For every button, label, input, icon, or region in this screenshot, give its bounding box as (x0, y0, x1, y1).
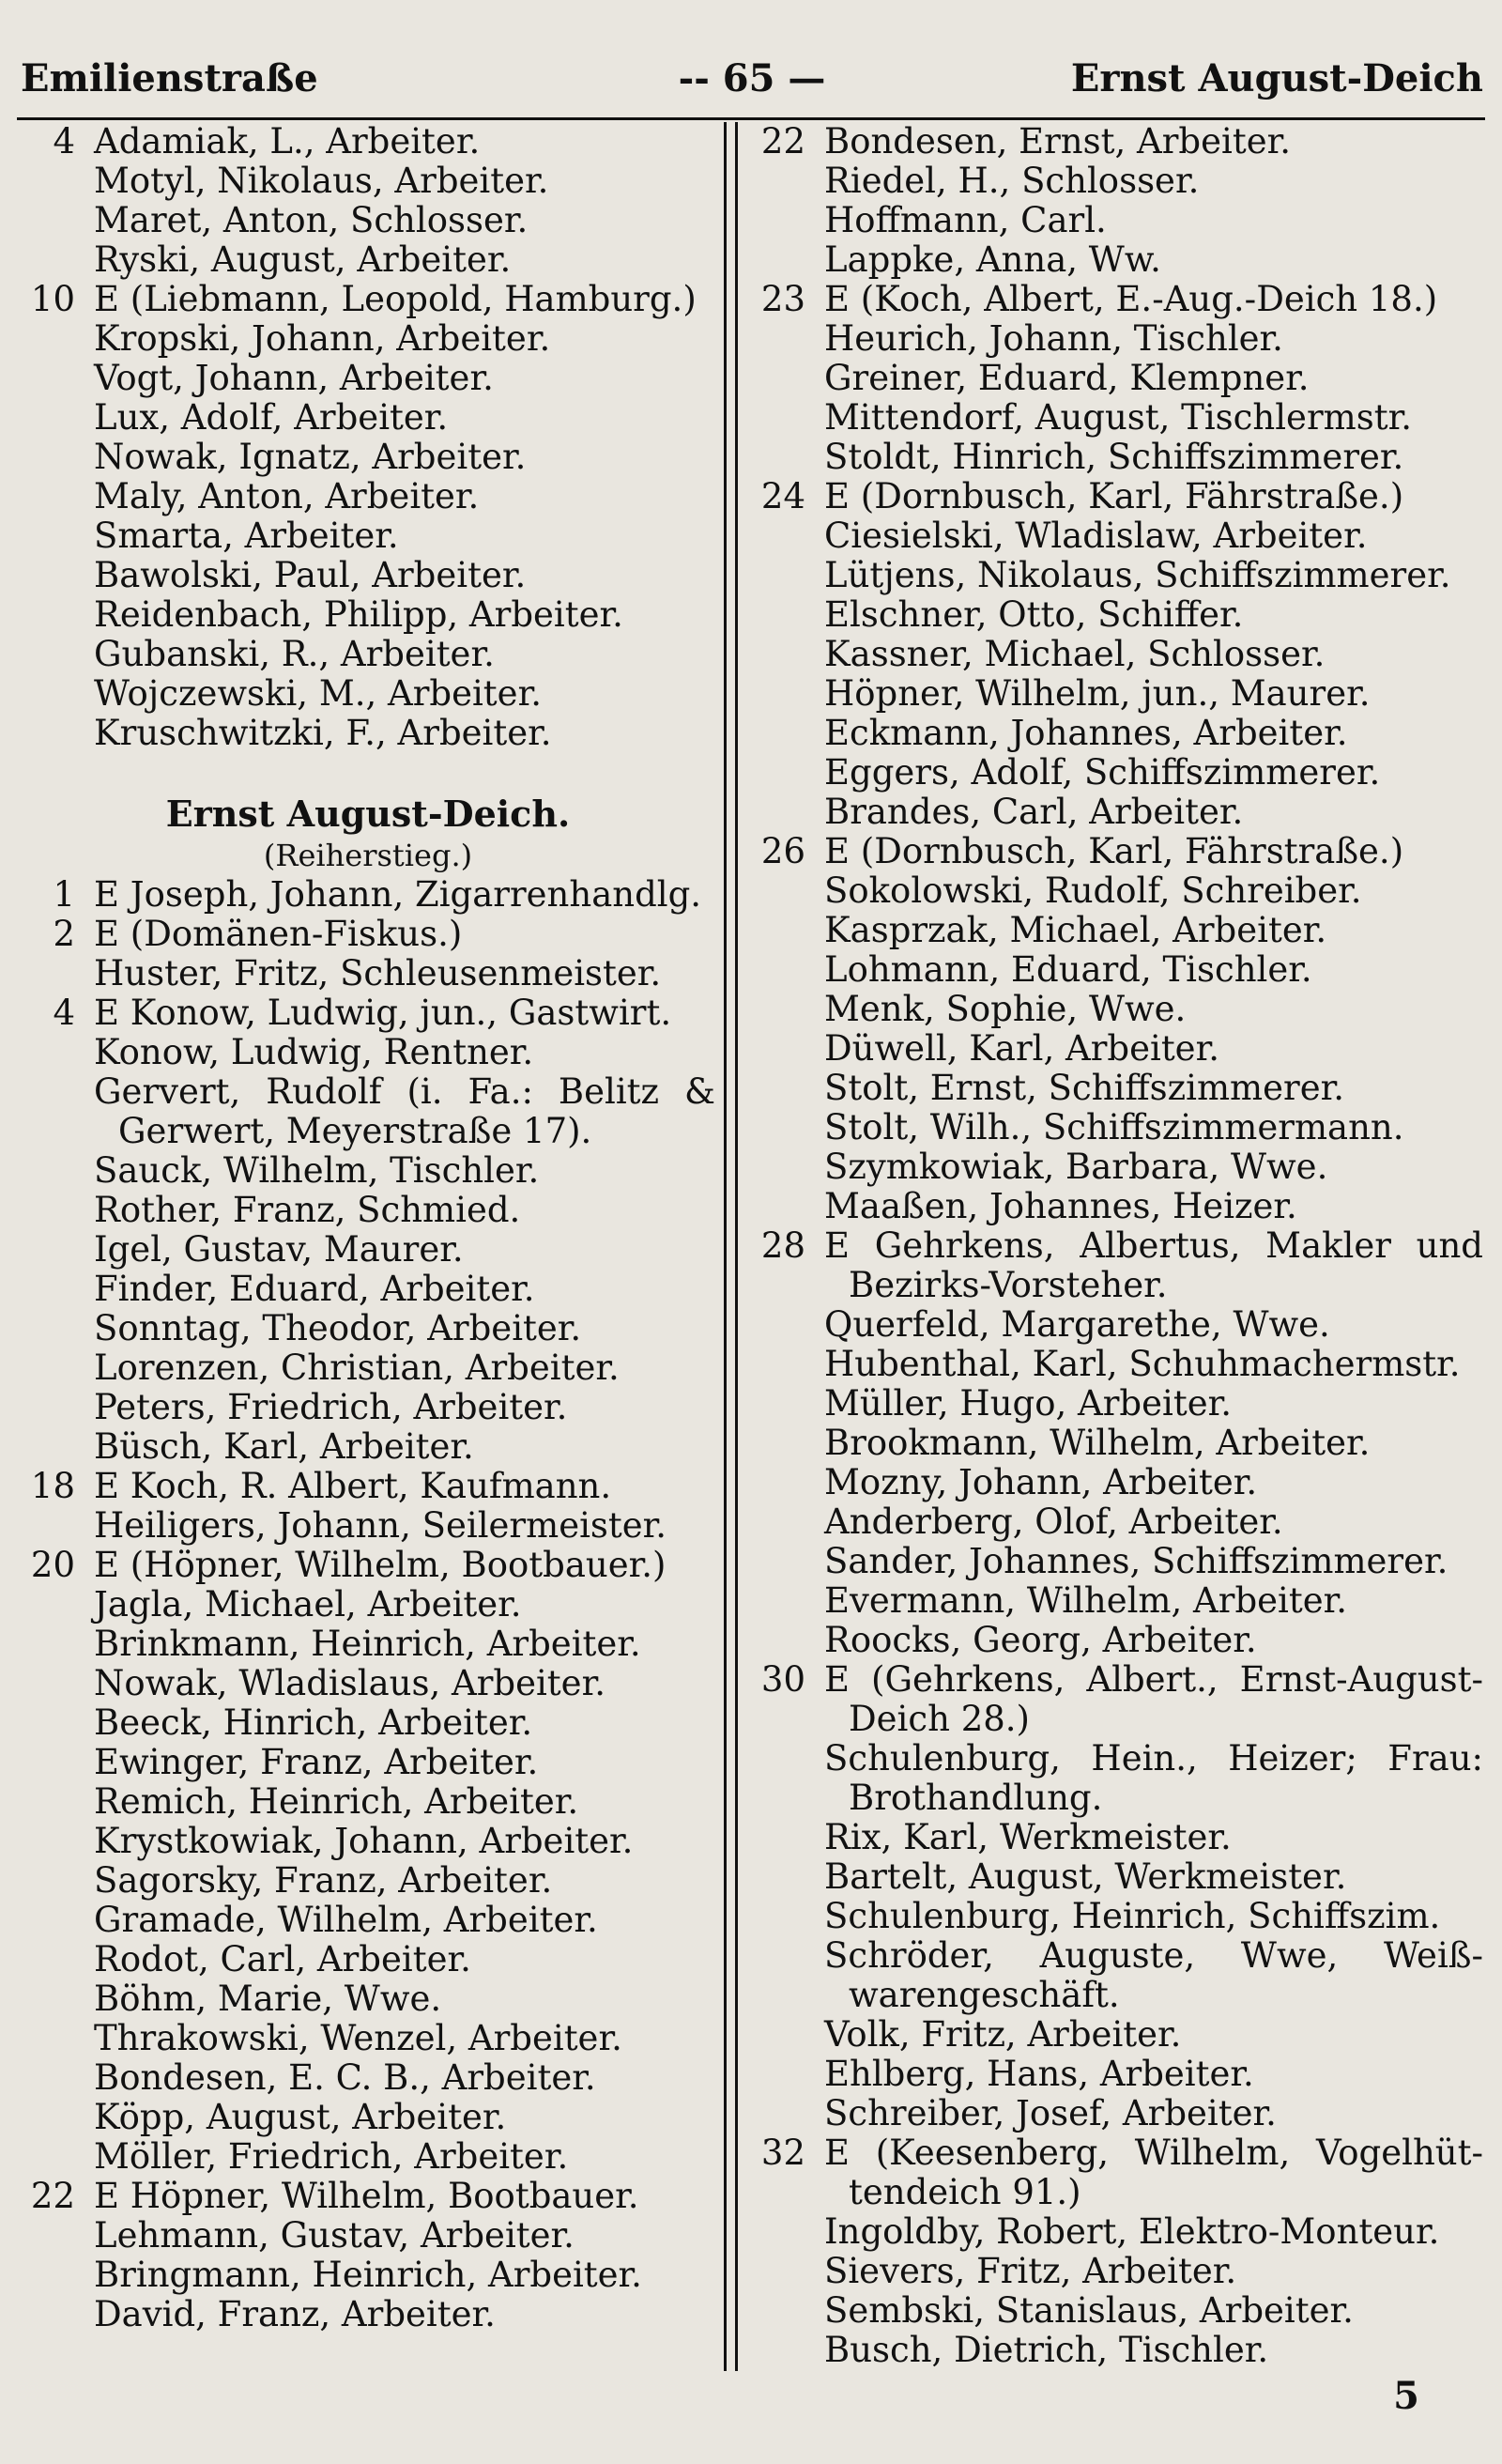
entry-line (21, 2256, 715, 2295)
entry-text: Sembski, Stanislaus, Arbeiter. (824, 2291, 1354, 2331)
entry-line (21, 1782, 715, 1822)
entry-text: Konow, Ludwig, Rentner. (94, 1033, 534, 1072)
right-column (751, 122, 1483, 2370)
entry-text: Ehlberg, Hans, Arbeiter. (824, 2055, 1254, 2094)
entry-line (21, 714, 715, 753)
entry-text: Menk, Sophie, Wwe. (824, 990, 1187, 1029)
entry-text: Brookmann, Wilhelm, Arbeiter. (824, 1424, 1371, 1463)
entry-text: Bezirks-Vorsteher. (849, 1266, 1168, 1305)
entry-line (21, 2295, 715, 2334)
entry-text: Müller, Hugo, Arbeiter. (824, 1384, 1232, 1424)
house-number: 10 (30, 280, 75, 319)
entry-text: Vogt, Johann, Arbeiter. (94, 359, 494, 398)
entry-text: Finder, Eduard, Arbeiter. (94, 1270, 535, 1309)
entry-text: Huster, Fritz, Schleusenmeister. (94, 954, 662, 993)
entry-line (751, 1108, 1483, 1147)
entry-line (751, 832, 1483, 871)
entry-text: Sagorsky, Franz, Arbeiter. (94, 1861, 553, 1901)
entry-text: Bringmann, Heinrich, Arbeiter. (94, 2256, 642, 2295)
entry-text: tendeich 91.) (849, 2173, 1081, 2212)
entry-text: David, Franz, Arbeiter. (94, 2295, 496, 2334)
entry-text: Lux, Adolf, Arbeiter. (94, 398, 449, 438)
entry-text: Mittendorf, August, Tischlermstr. (824, 398, 1412, 438)
entry-text: Bawolski, Paul, Arbeiter. (94, 556, 527, 595)
entry-line (21, 2019, 715, 2058)
entry-line (751, 635, 1483, 674)
entry-text: E (Dornbusch, Karl, Fährstraße.) (824, 477, 1404, 516)
entry-text: Stolt, Wilh., Schiffszimmermann. (824, 1108, 1404, 1147)
entry-text: Greiner, Eduard, Klempner. (824, 359, 1310, 398)
entry-line (751, 2331, 1483, 2370)
entry-line (751, 1384, 1483, 1424)
entry-line (21, 1230, 715, 1270)
entry-line (751, 1700, 1483, 1739)
entry-text: Riedel, H., Schlosser. (824, 162, 1200, 201)
entry-text: E Höpner, Wilhelm, Bootbauer. (94, 2177, 639, 2216)
entry-text: Motyl, Nikolaus, Arbeiter. (94, 162, 549, 201)
entry-line (751, 1779, 1483, 1818)
entry-line (751, 201, 1483, 240)
entry-line (21, 1348, 715, 1388)
entry-text: E Joseph, Johann, Zigarrenhandlg. (94, 875, 702, 915)
entry-line (21, 1822, 715, 1861)
entry-text: Lappke, Anna, Ww. (824, 240, 1161, 280)
entry-line (751, 2055, 1483, 2094)
house-number: 28 (760, 1226, 805, 1266)
house-number: 1 (53, 875, 75, 915)
entry-line (751, 556, 1483, 595)
entry-text: Peters, Friedrich, Arbeiter. (94, 1388, 568, 1427)
entry-text: Mozny, Johann, Arbeiter. (824, 1463, 1258, 1502)
page-number: -- 65 — (678, 56, 826, 100)
entry-text: Nowak, Ignatz, Arbeiter. (94, 438, 527, 477)
entry-text: Ewinger, Franz, Arbeiter. (94, 1743, 539, 1782)
entry-text: Heurich, Johann, Tischler. (824, 319, 1283, 359)
entry-text: Ciesielski, Wladislaw, Arbeiter. (824, 516, 1368, 556)
entry-text: Brandes, Carl, Arbeiter. (824, 793, 1244, 832)
entry-text: Möller, Friedrich, Arbeiter. (94, 2137, 569, 2177)
header-rule (17, 117, 1485, 120)
section-gap (21, 753, 715, 793)
entry-line (21, 1703, 715, 1743)
entry-text: Lohmann, Eduard, Tischler. (824, 950, 1312, 990)
entry-line (21, 1546, 715, 1585)
entry-line (751, 990, 1483, 1029)
house-number: 23 (760, 280, 805, 319)
entry-text: Nowak, Wladislaus, Arbeiter. (94, 1664, 605, 1703)
entry-text: Wojczewski, M., Arbeiter. (94, 674, 542, 714)
entry-text: Rother, Franz, Schmied. (94, 1191, 521, 1230)
entry-text: E Koch, R. Albert, Kaufmann. (94, 1467, 612, 1506)
entry-text: Remich, Heinrich, Arbeiter. (94, 1782, 579, 1822)
entry-text: Heiligers, Johann, Seilermeister. (94, 1506, 667, 1546)
entry-line (751, 438, 1483, 477)
entry-line (751, 2015, 1483, 2055)
entry-text: Köpp, August, Arbeiter. (94, 2098, 507, 2137)
entry-text: Sander, Johannes, Schiffszimmerer. (824, 1542, 1448, 1581)
entry-line (21, 674, 715, 714)
entry-text: Szymkowiak, Barbara, Wwe. (824, 1147, 1328, 1187)
entry-line (21, 2216, 715, 2256)
entry-text: Evermann, Wilhelm, Arbeiter. (824, 1581, 1348, 1621)
entry-text: Schreiber, Josef, Arbeiter. (824, 2094, 1277, 2133)
entry-text: Ryski, August, Arbeiter. (94, 240, 512, 280)
house-number: 24 (760, 477, 805, 516)
entry-text: Eggers, Adolf, Schiffszimmerer. (824, 753, 1381, 793)
entry-line (751, 1305, 1483, 1345)
entry-line (21, 1388, 715, 1427)
entry-line (21, 1901, 715, 1940)
entry-text: E (Koch, Albert, E.-Aug.-Deich 18.) (824, 280, 1438, 319)
entry-line (751, 1621, 1483, 1660)
entry-text: E (Dornbusch, Karl, Fährstraße.) (824, 832, 1404, 871)
column-divider-right (735, 122, 738, 2371)
entry-line (751, 122, 1483, 162)
entry-line (21, 1309, 715, 1348)
entry-line (751, 1187, 1483, 1226)
entry-line (751, 1463, 1483, 1502)
entry-line (751, 753, 1483, 793)
entry-line (21, 1861, 715, 1901)
entry-line (751, 1266, 1483, 1305)
entry-line (751, 674, 1483, 714)
column-divider-left (724, 122, 727, 2371)
entry-line (751, 793, 1483, 832)
entry-line (21, 1033, 715, 1072)
entry-line (751, 1936, 1483, 1976)
entry-line (751, 398, 1483, 438)
entry-text: E (Keesenberg, Wilhelm, Vogelhüt- (824, 2133, 1483, 2173)
entry-line (21, 319, 715, 359)
entry-line (751, 595, 1483, 635)
entry-line (751, 871, 1483, 911)
entry-text: Gramade, Wilhelm, Arbeiter. (94, 1901, 598, 1940)
entry-line (751, 1542, 1483, 1581)
entry-line (21, 875, 715, 915)
entry-line (21, 595, 715, 635)
entry-text: Deich 28.) (849, 1700, 1030, 1739)
entry-text: Büsch, Karl, Arbeiter. (94, 1427, 474, 1467)
entry-line (21, 1664, 715, 1703)
entry-line (21, 1191, 715, 1230)
entry-line (751, 359, 1483, 398)
house-number: 4 (53, 122, 75, 162)
entry-line (21, 477, 715, 516)
left-bottom-list (21, 875, 715, 2334)
entry-line (21, 1427, 715, 1467)
entry-text: Thrakowski, Wenzel, Arbeiter. (94, 2019, 622, 2058)
entry-text: Adamiak, L., Arbeiter. (94, 122, 481, 162)
entry-text: Elschner, Otto, Schiffer. (824, 595, 1244, 635)
left-column (21, 122, 715, 2334)
entry-text: Gubanski, R., Arbeiter. (94, 635, 495, 674)
house-number: 22 (760, 122, 805, 162)
entry-text: E (Liebmann, Leopold, Hamburg.) (94, 280, 697, 319)
entry-text: Stolt, Ernst, Schiffszimmerer. (824, 1069, 1344, 1108)
entry-line (21, 1940, 715, 1979)
entry-text: E (Höpner, Wilhelm, Bootbauer.) (94, 1546, 667, 1585)
entry-line (21, 1467, 715, 1506)
entry-text: Reidenbach, Philipp, Arbeiter. (94, 595, 623, 635)
entry-line (751, 1502, 1483, 1542)
entry-line (21, 438, 715, 477)
entry-line (751, 1660, 1483, 1700)
entry-line (21, 1151, 715, 1191)
entry-text: Busch, Dietrich, Tischler. (824, 2331, 1269, 2370)
entry-text: Schulenburg, Hein., Heizer; Frau: (824, 1739, 1483, 1779)
entry-line (21, 1072, 715, 1112)
entry-text: Maret, Anton, Schlosser. (94, 201, 529, 240)
entry-line (751, 2094, 1483, 2133)
entry-text: Igel, Gustav, Maurer. (94, 1230, 464, 1270)
entry-text: Rodot, Carl, Arbeiter. (94, 1940, 471, 1979)
entry-text: Roocks, Georg, Arbeiter. (824, 1621, 1257, 1660)
entry-text: Sievers, Fritz, Arbeiter. (824, 2252, 1237, 2291)
house-number: 20 (30, 1546, 75, 1585)
page-header (21, 56, 1483, 109)
entry-text: Böhm, Marie, Wwe. (94, 1979, 442, 2019)
entry-line (751, 1069, 1483, 1108)
entry-text: Bondesen, Ernst, Arbeiter. (824, 122, 1291, 162)
entry-text: Eckmann, Johannes, Arbeiter. (824, 714, 1348, 753)
entry-text: Maly, Anton, Arbeiter. (94, 477, 480, 516)
entry-line (21, 240, 715, 280)
entry-line (21, 359, 715, 398)
entry-text: Anderberg, Olof, Arbeiter. (824, 1502, 1283, 1542)
house-number: 32 (760, 2133, 805, 2173)
entry-text: E Konow, Ludwig, jun., Gastwirt. (94, 993, 672, 1033)
entry-text: Bartelt, August, Werkmeister. (824, 1857, 1347, 1897)
entry-text: Stoldt, Hinrich, Schiffszimmerer. (824, 438, 1404, 477)
entry-line (751, 1818, 1483, 1857)
entry-line (751, 1897, 1483, 1936)
house-number: 4 (53, 993, 75, 1033)
entry-text: E (Gehrkens, Albert., Ernst-August- (824, 1660, 1483, 1700)
entry-text: Kassner, Michael, Schlosser. (824, 635, 1326, 674)
entry-text: Lütjens, Nikolaus, Schiffszimmerer. (824, 556, 1451, 595)
entry-text: E Gehrkens, Albertus, Makler und (824, 1226, 1483, 1266)
entry-text: Jagla, Michael, Arbeiter. (94, 1585, 522, 1625)
entry-text: Rix, Karl, Werkmeister. (824, 1818, 1232, 1857)
house-number: 30 (760, 1660, 805, 1700)
entry-line (21, 635, 715, 674)
left-top-list (21, 122, 715, 753)
entry-line (751, 950, 1483, 990)
entry-line (21, 398, 715, 438)
entry-text: warengeschäft. (849, 1976, 1120, 2015)
entry-text: Kasprzak, Michael, Arbeiter. (824, 911, 1327, 950)
entry-text: Gervert, Rudolf (i. Fa.: Belitz & (94, 1072, 715, 1112)
entry-line (751, 1345, 1483, 1384)
house-number: 2 (53, 915, 75, 954)
entry-line (751, 1424, 1483, 1463)
entry-line (751, 911, 1483, 950)
entry-line (21, 201, 715, 240)
entry-line (751, 1029, 1483, 1069)
entry-text: Querfeld, Margarethe, Wwe. (824, 1305, 1330, 1345)
entry-line (751, 162, 1483, 201)
entry-line (751, 477, 1483, 516)
entry-line (21, 993, 715, 1033)
entry-text: Schulenburg, Heinrich, Schiffszim. (824, 1897, 1441, 1936)
entry-line (751, 516, 1483, 556)
entry-text: Smarta, Arbeiter. (94, 516, 399, 556)
entry-line (751, 319, 1483, 359)
entry-line (21, 280, 715, 319)
entry-line (751, 1857, 1483, 1897)
entry-line (21, 2177, 715, 2216)
entry-line (751, 1976, 1483, 2015)
section-subtitle: (Reiherstieg.) (263, 838, 473, 873)
entry-line (21, 162, 715, 201)
entry-line (21, 2058, 715, 2098)
entry-line (21, 1506, 715, 1546)
entry-text: Höpner, Wilhelm, jun., Maurer. (824, 674, 1371, 714)
entry-line (21, 2137, 715, 2177)
entry-line (21, 556, 715, 595)
entry-line (751, 2133, 1483, 2173)
entry-text: E (Domänen-Fiskus.) (94, 915, 463, 954)
entry-line (21, 2098, 715, 2137)
entry-line (751, 1226, 1483, 1266)
header-right-street: Ernst August-Deich (1070, 56, 1483, 100)
entry-text: Kruschwitzki, F., Arbeiter. (94, 714, 552, 753)
entry-text: Sokolowski, Rudolf, Schreiber. (824, 871, 1362, 911)
entry-line (751, 714, 1483, 753)
entry-line (21, 1625, 715, 1664)
signature-mark: 5 (1393, 2374, 1419, 2418)
entry-text: Schröder, Auguste, Wwe, Weiß- (824, 1936, 1483, 1976)
entry-line (21, 954, 715, 993)
house-number: 26 (760, 832, 805, 871)
entry-text: Sauck, Wilhelm, Tischler. (94, 1151, 540, 1191)
entry-text: Kropski, Johann, Arbeiter. (94, 319, 551, 359)
house-number: 22 (30, 2177, 75, 2216)
entry-line (21, 1743, 715, 1782)
entry-text: Lehmann, Gustav, Arbeiter. (94, 2216, 575, 2256)
entry-text: Hoffmann, Carl. (824, 201, 1107, 240)
entry-text: Bondesen, E. C. B., Arbeiter. (94, 2058, 596, 2098)
entry-line (751, 1739, 1483, 1779)
entry-line (751, 1147, 1483, 1187)
entry-line (21, 1112, 715, 1151)
entry-text: Düwell, Karl, Arbeiter. (824, 1029, 1219, 1069)
entry-text: Ingoldby, Robert, Elektro-Monteur. (824, 2212, 1440, 2252)
entry-text: Brothandlung. (849, 1779, 1103, 1818)
entry-line (21, 122, 715, 162)
entry-line (751, 2252, 1483, 2291)
entry-line (21, 1585, 715, 1625)
entry-line (751, 2173, 1483, 2212)
entry-text: Hubenthal, Karl, Schuhmachermstr. (824, 1345, 1461, 1384)
entry-line (751, 240, 1483, 280)
entry-line (21, 1979, 715, 2019)
entry-text: Lorenzen, Christian, Arbeiter. (94, 1348, 620, 1388)
entry-text: Gerwert, Meyerstraße 17). (118, 1112, 592, 1151)
entry-line (751, 2291, 1483, 2331)
right-list (751, 122, 1483, 2370)
header-left-street: Emilienstraße (21, 56, 318, 100)
entry-text: Beeck, Hinrich, Arbeiter. (94, 1703, 533, 1743)
entry-line (751, 2212, 1483, 2252)
entry-text: Maaßen, Johannes, Heizer. (824, 1187, 1297, 1226)
entry-text: Volk, Fritz, Arbeiter. (824, 2015, 1182, 2055)
entry-line (21, 915, 715, 954)
entry-text: Krystkowiak, Johann, Arbeiter. (94, 1822, 634, 1861)
entry-line (21, 516, 715, 556)
entry-line (21, 1270, 715, 1309)
house-number: 18 (30, 1467, 75, 1506)
entry-text: Sonntag, Theodor, Arbeiter. (94, 1309, 582, 1348)
entry-line (751, 1581, 1483, 1621)
entry-line (751, 280, 1483, 319)
entry-text: Brinkmann, Heinrich, Arbeiter. (94, 1625, 641, 1664)
section-title: Ernst August-Deich. (165, 793, 571, 835)
